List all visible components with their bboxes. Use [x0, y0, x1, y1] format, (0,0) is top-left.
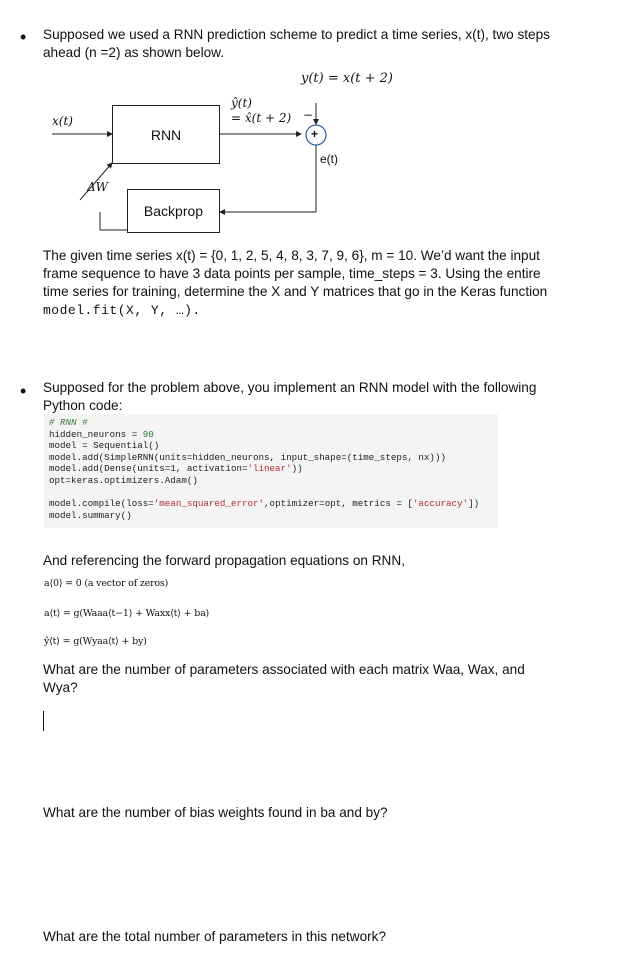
- weight-delta-label: ΔW: [87, 180, 108, 194]
- question-parameters: What are the number of parameters associated with each matrix Waa, Wax, and Wya?: [43, 662, 525, 695]
- code-block: [44, 414, 498, 528]
- code-line-4: model.add(Dense(units=1, activation='linear')): [49, 463, 303, 475]
- q2-referencing: And referencing the forward propagation equations on RNN,: [43, 553, 405, 568]
- question-total: What are the total number of parameters in this network?: [43, 929, 387, 944]
- target-label: y(t) = x(t + 2): [301, 71, 393, 86]
- q1-text-body: The given time series x(t) = {0, 1, 2, 5, 4, 8, 3, 7, 9, 6}, m = 10. We’d want the input frame sequence to have 3 data points per sample, time_steps = 3. Using the entire time series for training, determine the X and Y matrices that go in the Keras function: [43, 248, 548, 299]
- rnn-block: RNN: [112, 105, 220, 164]
- code-line-5: opt=keras.optimizers.Adam(): [49, 474, 198, 486]
- code-line-1: hidden_neurons = 90: [49, 428, 154, 440]
- code-line-3: model.add(SimpleRNN(units=hidden_neurons, input_shape=(time_steps, nx))): [49, 451, 446, 463]
- q1-text: [43, 247, 563, 320]
- bullet-icon: •: [20, 27, 27, 47]
- code-line-2: model = Sequential(): [49, 440, 160, 452]
- q1-code-inline: model.fit(X, Y, …).: [43, 303, 201, 318]
- question-bias: What are the number of bias weights found in ba and by?: [43, 805, 388, 820]
- code-comment: # RNN #: [49, 417, 88, 428]
- prediction-label: ŷ(t): [231, 96, 252, 110]
- q2-intro: Supposed for the problem above, you implement an RNN model with the following Python code:: [43, 380, 537, 413]
- bullet-icon: •: [20, 381, 27, 401]
- prediction-label-2: = x̂(t + 2): [231, 111, 292, 125]
- equation-2: a⟨t⟩ = g(Waaa⟨t−1⟩ + Waxx⟨t⟩ + ba): [44, 608, 210, 619]
- error-label: e(t): [320, 152, 338, 166]
- plus-sign: +: [311, 127, 319, 141]
- equation-1: a⟨0⟩ = 0 (a vector of zeros): [44, 578, 169, 589]
- minus-sign: −: [303, 108, 314, 122]
- code-line-7: model.summary(): [49, 509, 132, 521]
- backprop-block: Backprop: [127, 189, 220, 233]
- q1-intro: Supposed we used a RNN prediction scheme to predict a time series, x(t), two steps ahead (n =2) as shown below.: [43, 27, 550, 60]
- equation-3: ŷ⟨t⟩ = g(Wyaa⟨t⟩ + by): [44, 636, 147, 647]
- text-cursor[interactable]: [43, 711, 44, 731]
- input-label: x(t): [52, 114, 73, 128]
- code-line-6: model.compile(loss='mean_squared_error',optimizer=opt, metrics = ['accuracy']): [49, 498, 480, 510]
